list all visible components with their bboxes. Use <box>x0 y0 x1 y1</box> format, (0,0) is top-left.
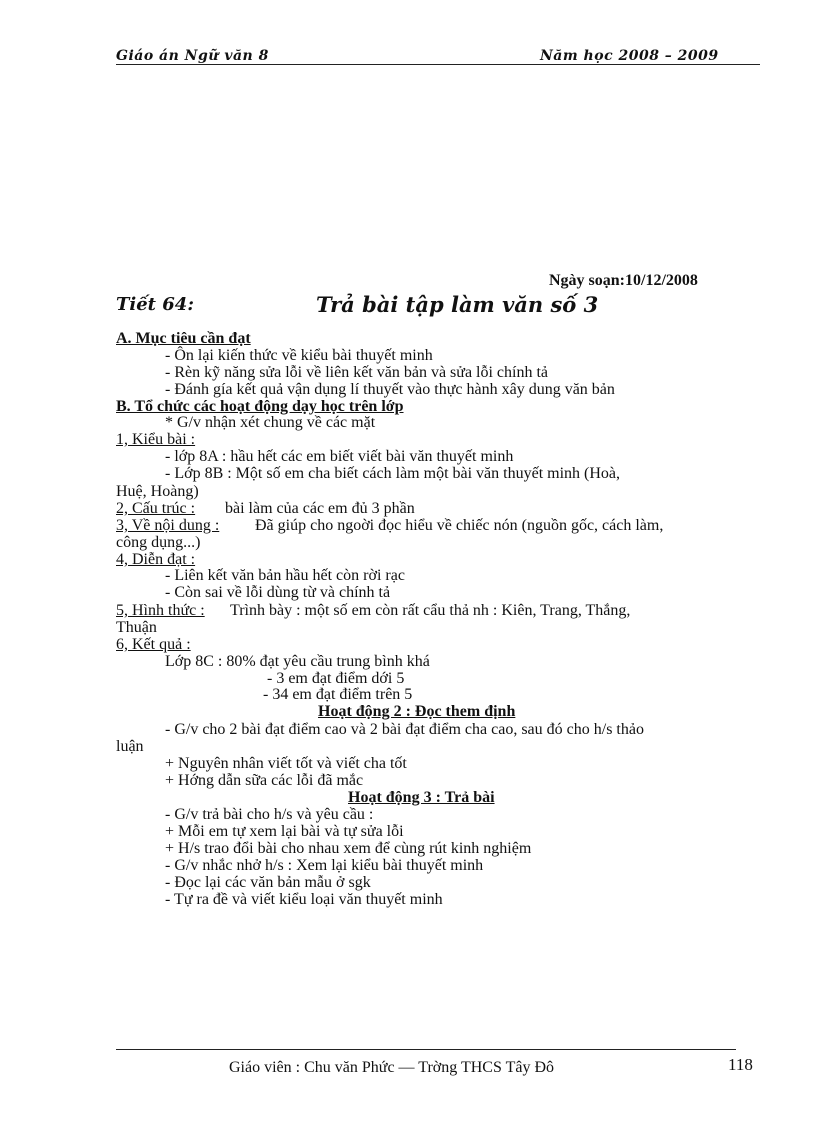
activity-2-heading: Hoạt động 2 : Đọc them định <box>318 703 516 720</box>
body-line: - Còn sai về lỗi dùng từ và chính tả <box>165 584 391 601</box>
subheading-noi-dung: 3, Về nội dung : <box>116 517 220 534</box>
body-line: - 34 em đạt điểm trên 5 <box>263 686 413 703</box>
subheading-kieu-bai: 1, Kiểu bài : <box>116 431 196 448</box>
subheading-ket-qua: 6, Kết quả : <box>116 636 191 653</box>
body-line: bài làm của các em đủ 3 phần <box>225 500 415 517</box>
subheading-hinh-thuc: 5, Hình thức : <box>116 602 205 619</box>
body-line: - G/v trả bài cho h/s và yêu cầu : <box>165 806 374 823</box>
header-left: Giáo án Ngữ văn 8 <box>116 48 269 64</box>
section-a-heading: A. Mục tiêu cần đạt <box>116 330 251 347</box>
body-line: Lớp 8C : 80% đạt yêu cầu trung bình khá <box>165 653 430 670</box>
page-number: 118 <box>728 1055 753 1074</box>
body-line: + Hớng dẫn sữa các lỗi đã mắc <box>165 772 364 789</box>
body-line: - G/v nhắc nhở h/s : Xem lại kiểu bài thuyết minh <box>165 857 484 874</box>
subheading-dien-dat: 4, Diễn đạt : <box>116 551 196 568</box>
activity-3-heading: Hoạt động 3 : Trả bài <box>348 789 495 806</box>
body-line: * G/v nhận xét chung về các mặt <box>165 414 376 431</box>
body-line: - Tự ra đề và viết kiểu loại văn thuyết minh <box>165 891 443 908</box>
body-line: Trình bày : một số em còn rất cẩu thả nh : Kiên, Trang, Thắng, <box>230 602 631 619</box>
lesson-title: Trả bài tập làm văn số 3 <box>316 292 599 317</box>
lesson-label: Tiết 64: <box>116 294 194 315</box>
body-line: - 3 em đạt điểm dới 5 <box>267 670 405 687</box>
body-line: - Rèn kỹ năng sửa lỗi về liên kết văn bản và sửa lỗi chính tả <box>165 364 549 381</box>
body-line: Đã giúp cho ngoời đọc hiểu về chiếc nón (nguồn gốc, cách làm, <box>255 517 664 534</box>
body-line: luận <box>116 738 144 755</box>
header-right: Năm học 2008 – 2009 <box>540 48 719 64</box>
date-line: Ngày soạn:10/12/2008 <box>549 272 698 289</box>
subheading-cau-truc: 2, Cấu trúc : <box>116 500 196 517</box>
body-line: - G/v cho 2 bài đạt điểm cao và 2 bài đạt điểm cha cao, sau đó cho h/s thảo <box>165 721 644 738</box>
body-line: - lớp 8A : hầu hết các em biết viết bài văn thuyết minh <box>165 448 514 465</box>
body-line: - Lớp 8B : Một số em cha biết cách làm một bài văn thuyết minh (Hoà, <box>165 465 621 482</box>
body-line: - Đánh gía kết quả vận dụng lí thuyết vào thực hành xây dung văn bản <box>165 381 615 398</box>
body-line: + Mỗi em tự xem lại bài và tự sửa lỗi <box>165 823 404 840</box>
footer-text: Giáo viên : Chu văn Phức — Trờng THCS Tây Đô <box>229 1059 554 1076</box>
body-line: Huệ, Hoàng) <box>116 483 199 500</box>
body-line: Thuận <box>116 619 157 636</box>
header-rule <box>116 64 760 65</box>
body-line: - Liên kết văn bản hầu hết còn rời rạc <box>165 567 405 584</box>
footer-rule <box>116 1049 736 1050</box>
section-b-heading: B. Tổ chức các hoạt động dạy học trên lớp <box>116 398 404 415</box>
body-line: - Ôn lại kiến thức về kiểu bài thuyết minh <box>165 347 433 364</box>
body-line: + Nguyên nhân viết tốt và viết cha tốt <box>165 755 407 772</box>
body-line: công dụng...) <box>116 534 201 551</box>
body-line: + H/s trao đổi bài cho nhau xem để cùng rút kinh nghiệm <box>165 840 532 857</box>
body-line: - Đọc lại các văn bản mẫu ở sgk <box>165 874 371 891</box>
